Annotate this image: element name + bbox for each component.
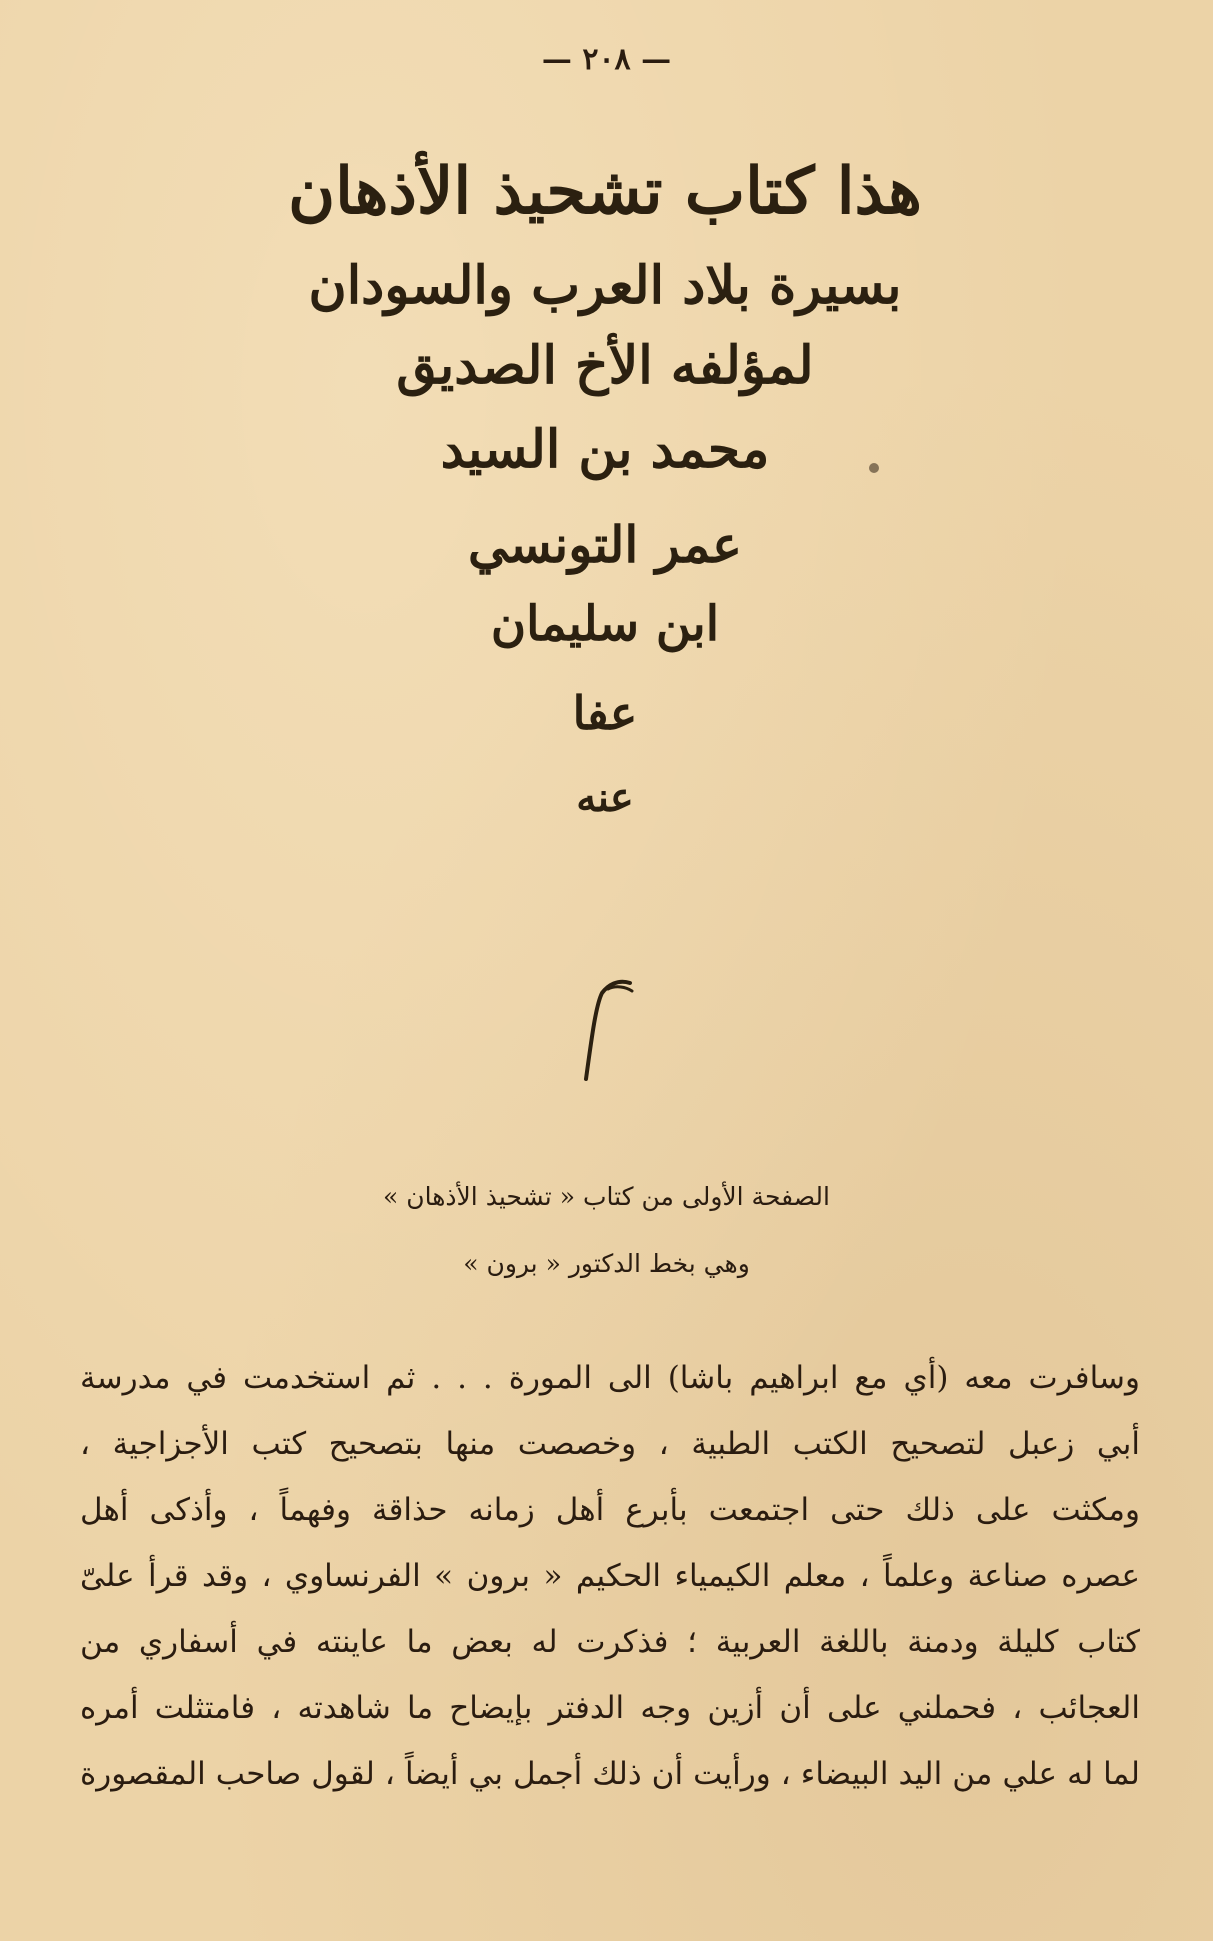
body-line: لما له علي من اليد البيضاء ، ورأيت أن ذلك أجمل بي أيضاً ، لقول صاحب المقصورة (80, 1756, 1140, 1792)
manuscript-line: بسيرة بلاد العرب والسودان (308, 255, 902, 316)
manuscript-flourish-mark (578, 975, 638, 1085)
ink-spot (869, 463, 879, 473)
body-line: العجائب ، فحملني على أن أزين وجه الدفتر بإيضاح ما شاهدته ، فامتثلت أمره (80, 1690, 1140, 1726)
body-line: عصره صناعة وعلماً ، معلم الكيمياء الحكيم « برون » الفرنساوي ، وقد قرأ علىّ (80, 1558, 1140, 1594)
manuscript-title-page (240, 140, 970, 888)
page-number: — ٢٠٨ — (541, 42, 672, 77)
body-line: أبي زعبل لتصحيح الكتب الطبية ، وخصصت منها بتصحيح كتب الأجزاجية ، (80, 1426, 1140, 1462)
body-paragraph (80, 1345, 1140, 1807)
body-line: ومكثت على ذلك حتى اجتمعت بأبرع أهل زمانه حذاقة وفهماً ، وأذكى أهل (80, 1492, 1140, 1528)
manuscript-line: محمد بن السيد (440, 419, 770, 480)
manuscript-line: عنه (576, 774, 634, 821)
manuscript-line: هذا كتاب تشحيذ الأذهان (288, 154, 922, 229)
manuscript-line: لمؤلفه الأخ الصديق (396, 335, 814, 396)
body-line: كتاب كليلة ودمنة باللغة العربية ؛ فذكرت له بعض ما عاينته في أسفاري من (80, 1624, 1140, 1660)
body-line: وسافرت معه (أي مع ابراهيم باشا) الى المورة . . . ثم استخدمت في مدرسة (80, 1360, 1140, 1396)
figure-caption-line: الصفحة الأولى من كتاب « تشحيذ الأذهان » (383, 1182, 830, 1211)
manuscript-line: ابن سليمان (490, 596, 720, 652)
manuscript-line: عفا (572, 686, 638, 740)
manuscript-line: عمر التونسي (468, 515, 742, 574)
figure-caption-line: وهي بخط الدكتور « برون » (463, 1249, 750, 1278)
